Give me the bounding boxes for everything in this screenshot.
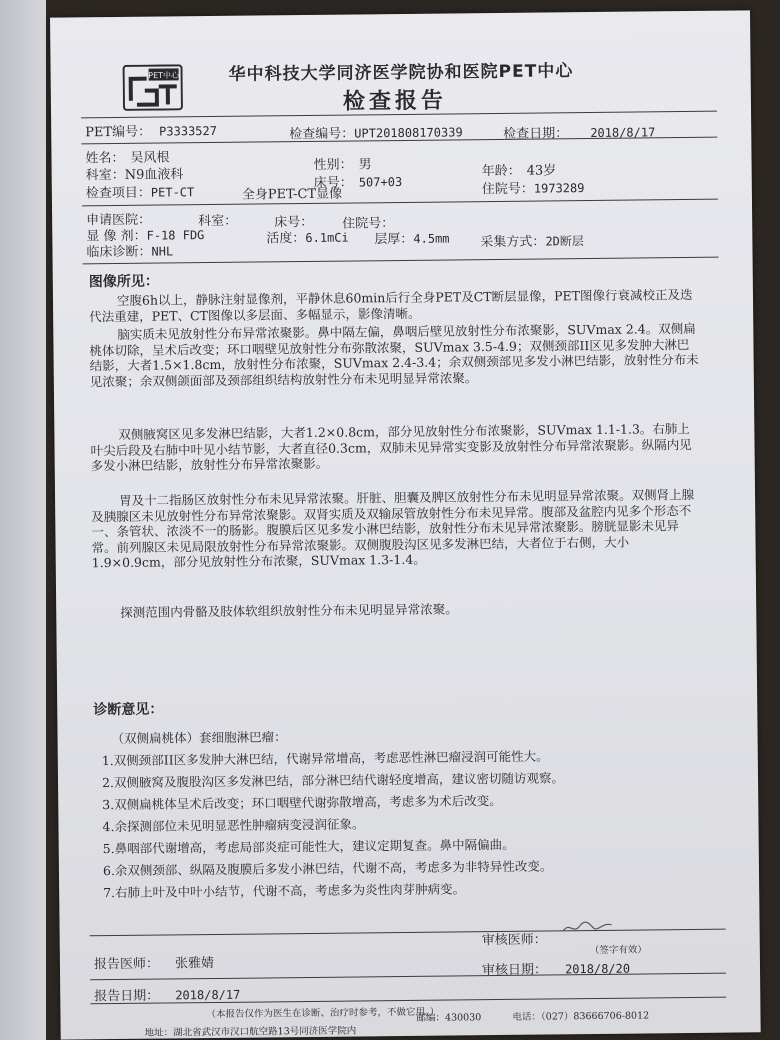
patient-department: 科室：N9血液科 — [85, 167, 184, 184]
pet-number: PET编号： P3333527 — [85, 123, 218, 141]
divider — [90, 929, 726, 937]
findings-paragraph: 探测范围内骨骼及肢体软组织放射性分布未见明显异常浓聚。 — [120, 601, 458, 620]
diagnosis-item: 3.双侧扁桃体呈术后改变；环口咽壁代谢弥散增高，考虑多为术后改变。 — [102, 792, 502, 813]
findings-paragraph: 双侧腋窝区见多发淋巴结影，大者1.2×0.8cm，部分见放射性分布浓聚影，SUVmax 1.1-1.3。右肺上叶尖后段及右肺中叶见小结节影，大者直径0.3cm，双肺未见异常实变影及放射性分布异常浓聚影。纵隔内见多发小淋巴结影，放射性分布异常浓聚影。 — [90, 420, 692, 474]
report-date: 报告日期： 2018/8/17 — [94, 987, 241, 1005]
acquisition-mode: 采集方式：2D断层 — [480, 234, 584, 251]
divider — [83, 257, 719, 265]
slice-thickness: 层厚：4.5mm — [374, 231, 450, 248]
patient-bed: 床号： 507+03 — [313, 174, 403, 191]
reviewer-label: 审核医师： — [481, 932, 547, 949]
diagnosis-item: 6.余双侧颈部、纵隔及腹膜后多发小淋巴结，代谢不高，考虑多为非特异性改变。 — [102, 858, 553, 879]
request-bed: 床号： — [274, 214, 314, 231]
diagnosis-item: 1.双侧颈部II区多发肿大淋巴结，代谢异常增高，考虑恶性淋巴瘤浸润可能性大。 — [101, 748, 549, 769]
review-date: 审核日期： 2018/8/20 — [481, 961, 631, 979]
reporter: 报告医师： 张雅婧 — [93, 956, 215, 973]
patient-age: 年龄： 43岁 — [481, 163, 557, 180]
exam-item-description: 全身PET-CT显像 — [241, 186, 343, 203]
request-hospital: 申请医院： — [86, 212, 152, 229]
activity: 活度：6.1mCi — [266, 230, 349, 247]
patient-admission-number: 住院号：1973289 — [481, 181, 585, 198]
request-department: 科室： — [198, 213, 238, 230]
divider — [90, 973, 726, 981]
findings-heading: 图像所见： — [88, 273, 159, 291]
findings-paragraph: 脑实质未见放射性分布异常浓聚影。鼻中隔左偏，鼻咽后壁见放射性分布浓聚影，SUVmax 2.4。双侧扁桃体切除，呈术后改变；环口咽壁见放射性分布弥散浓聚，SUVmax 3.5-4.9；双侧颈部II区见多发肿大淋巴结影，大者1.5×1.8cm，放射性分布浓聚，SUVmax 2.4-3.4；余双侧颈部见多发小淋巴结影，放射性分布未见浓聚；余双侧颌面部及颈部组织结构放射性分布未见明显异常浓聚。 — [89, 320, 699, 389]
exam-number: 检查编号：UPT201808170339 — [289, 125, 463, 143]
hospital-name: 华中科技大学同济医学院协和医院PET中心 — [228, 61, 574, 85]
request-admission-number: 住院号： — [342, 216, 395, 232]
clinical-diagnosis: 临床诊断：NHL — [86, 244, 174, 261]
diagnosis-item: 2.双侧腋窝及腹股沟区多发淋巴结，部分淋巴结代谢轻度增高，建议密切随访观察。 — [101, 770, 565, 791]
disclaimer: （本报告仅作为医生在诊断、治疗时参考，不做它用。） — [206, 1006, 440, 1021]
phone: 电话：（027）83666706-8012 — [512, 1010, 650, 1023]
tracer: 显 像 剂：F-18 FDG — [86, 228, 205, 245]
signature-note: （签字有效） — [589, 944, 647, 957]
exam-item: 检查项目：PET-CT — [85, 185, 195, 202]
diagnosis-heading: 诊断意见： — [93, 701, 164, 719]
reviewer-signature-icon — [559, 916, 619, 939]
findings-paragraph: 胃及十二指肠区放射性分布未见异常浓聚。肝脏、胆囊及脾区放射性分布未见明显异常浓聚。双侧肾上腺及胰腺区未见放射性分布异常浓聚影。双肾实质及双输尿管放射性分布未见异常。腹部及盆腔内见多个形态不一、条管状、浓淡不一的肠影。腹膜后区见多发小淋巴结影，放射性分布未见异常浓聚影。膀胱显影未见异常。前列腺区未见局限放射性分布异常浓聚影。双侧腹股沟区见多发淋巴结，大者位于右侧，大小1.9×0.9cm，部分见放射性分布浓聚，SUVmax 1.3-1.4。 — [91, 486, 695, 571]
diagnosis-intro: （双侧扁桃体）套细胞淋巴瘤： — [111, 729, 287, 747]
diagnosis-item: 5.鼻咽部代谢增高，考虑局部炎症可能性大，建议定期复查。鼻中隔偏曲。 — [102, 836, 515, 857]
patient-gender: 性别： 男 — [313, 157, 372, 173]
diagnosis-item: 4.余探测部位未见明显恶性肿瘤病变浸润征象。 — [102, 816, 365, 835]
postcode: 邮编：430030 — [416, 1012, 482, 1024]
diagnosis-item: 7.右肺上叶及中叶小结节，代谢不高，考虑多为炎性肉芽肿病变。 — [103, 881, 466, 901]
address: 地址：湖北省武汉市汉口航空路13号同济医学院内 — [144, 1025, 357, 1039]
patient-name: 姓名： 吴风根 — [85, 150, 170, 167]
hospital-logo — [123, 64, 183, 111]
logo-text: PET中心 — [148, 70, 180, 81]
background-page — [0, 0, 46, 1040]
report-title: 检查报告 — [342, 88, 448, 115]
exam-date: 检查日期： 2018/8/17 — [503, 125, 656, 142]
report-sheet — [50, 10, 761, 1039]
findings-paragraph: 空腹6h以上，静脉注射显像剂，平静休息60min后行全身PET及CT断层显像，PET图像行衰减校正及迭代法重建，PET、CT图像以多层面、多幅显示，影像清晰。 — [89, 286, 693, 324]
